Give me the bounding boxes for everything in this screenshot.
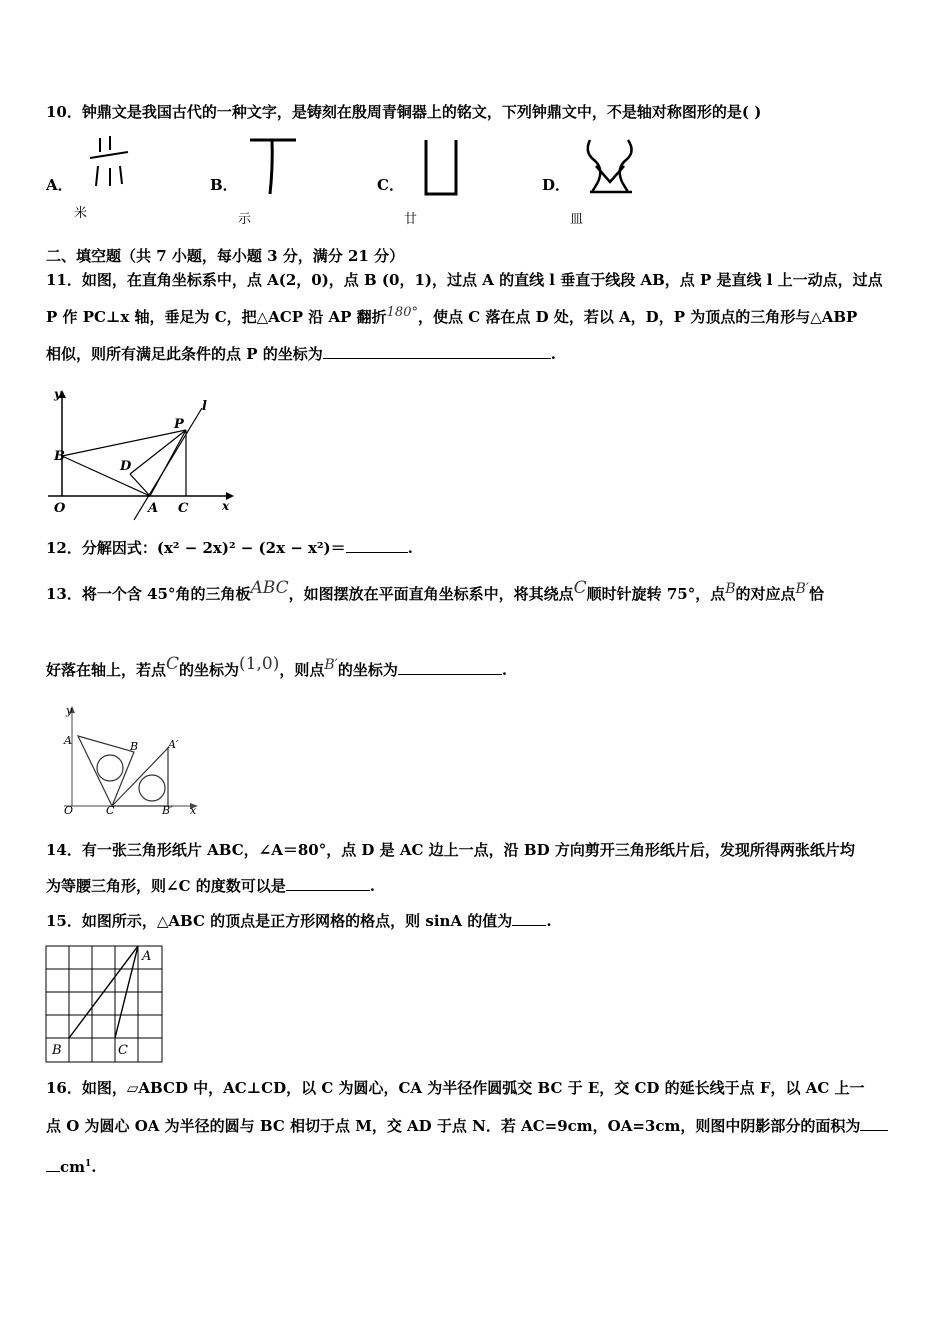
q13-fig-label-aprime: A′ [168, 738, 179, 751]
q15-end: . [546, 912, 552, 930]
q11-fig-label-o: O [54, 501, 66, 516]
q11-degree: 180° [386, 305, 418, 320]
q14-line2 [46, 876, 375, 896]
q16-answer-blank-part2[interactable] [46, 1157, 60, 1172]
q10-option-c-label[interactable]: C． [377, 176, 404, 194]
q15-line [46, 911, 552, 931]
glyph-a-image [88, 134, 132, 194]
q10-option-b-caption: 示 [238, 212, 252, 227]
q15-fig-label-b: B [52, 1043, 62, 1058]
q15-fig-label-a: A [142, 949, 152, 964]
section2-title: 二、填空题（共 7 小题，每小题 3 分，满分 21 分） [46, 247, 405, 265]
q13-fig-label-x: x [190, 804, 197, 816]
q16-line3-end: . [91, 1158, 97, 1176]
q11-line3 [46, 344, 556, 364]
q13-answer-blank[interactable] [398, 660, 502, 675]
q14-line1: 14．有一张三角形纸片 ABC，∠A＝80°，点 D 是 AC 边上一点，沿 BD 方向剪开三角形纸片后，发现所得两张纸片均 [46, 841, 855, 859]
q13-l2d: 的坐标为 [337, 661, 398, 679]
q16-line3 [46, 1154, 97, 1177]
q14-line2-text: 为等腰三角形，则∠C 的度数可以是 [46, 877, 286, 895]
q13-fig-label-o: O [64, 804, 74, 816]
q16-line1: 16．如图，▱ABCD 中，AC⊥CD，以 C 为圆心，CA 为半径作圆弧交 BC 于 E，交 CD 的延长线于点 F，以 AC 上一 [46, 1079, 865, 1097]
glyph-b-image [248, 136, 300, 198]
q13-math-abc: ABC [250, 578, 289, 598]
q13-fig-label-a: A [64, 734, 72, 747]
q10-option-b-label[interactable]: B． [210, 176, 238, 194]
q13-l2-end: . [501, 661, 508, 679]
q13-figure [58, 702, 208, 816]
glyph-d-image [582, 136, 638, 198]
q10-option-a-caption: 米 [74, 206, 88, 221]
q10-option-c-caption: 廿 [404, 212, 418, 227]
q12-text: 12．分解因式：(x² − 2x)² − (2x − x²)＝ [46, 539, 346, 557]
q11-figure [40, 384, 240, 524]
q11-line3-end: . [550, 345, 556, 363]
q15-fig-label-c: C [118, 1043, 128, 1058]
q13-p4: 的对应点 [735, 585, 796, 603]
q10-option-d-label[interactable]: D． [542, 176, 571, 194]
q13-fig-label-y: y [66, 704, 73, 717]
q13-l2a: 好落在轴上，若点 [46, 661, 167, 679]
q10-option-a-label[interactable]: A． [46, 176, 73, 194]
q11-line2b: ，使点 C 落在点 D 处，若以 A，D，P 为顶点的三角形与△ABP [417, 308, 858, 326]
q11-line3-text: 相似，则所有满足此条件的点 P 的坐标为 [46, 345, 323, 363]
q13-fig-label-bprime: B′ [162, 804, 173, 816]
q13-fig-label-b: B [130, 740, 139, 753]
q14-line2-end: . [369, 877, 375, 895]
q16-line2-text: 点 O 为圆心 OA 为半径的圆与 BC 相切于点 M，交 AD 于点 N．若 AC=9cm，OA=3cm，则图中阴影部分的面积为 [46, 1117, 861, 1135]
q12-line [46, 538, 413, 558]
q13-p1: 13．将一个含 45°角的三角板 [46, 585, 251, 603]
q13-l2c: ，则点 [279, 661, 325, 679]
q16-unit-sup: 1 [85, 1159, 92, 1169]
q13-p2: ，如图摆放在平面直角坐标系中，将其绕点 [288, 585, 574, 603]
q11-line1: 11．如图，在直角坐标系中，点 A(2，0)，点 B (0，1)，过点 A 的直线 l 垂直于线段 AB，点 P 是直线 l 上一动点，过点 [46, 271, 883, 289]
q11-fig-label-y: y [54, 387, 61, 401]
q11-fig-label-b: B [54, 449, 65, 464]
q12-end: . [407, 539, 413, 557]
q15-text: 15．如图所示，△ABC 的顶点是正方形网格的格点，则 sinA 的值为 [46, 912, 513, 930]
q13-math-c2: C [166, 654, 180, 674]
q13-fig-label-c: C [106, 804, 115, 816]
q11-fig-label-a: A [148, 501, 159, 516]
q11-line2a: P 作 PC⊥x 轴，垂足为 C，把△ACP 沿 AP 翻折 [46, 308, 387, 326]
q11-fig-label-x: x [222, 499, 230, 513]
q11-line2 [46, 307, 857, 329]
q10-stem: 10．钟鼎文是我国古代的一种文字，是铸刻在殷周青铜器上的铭文，下列钟鼎文中，不是轴对称图形的是( ) [46, 103, 762, 121]
q15-grid-figure [44, 944, 166, 1066]
q13-line1 [46, 578, 825, 605]
q16-unit: cm [60, 1158, 86, 1176]
q16-answer-blank-part1[interactable] [860, 1116, 888, 1131]
glyph-c-image [420, 138, 462, 200]
q14-answer-blank[interactable] [286, 876, 370, 891]
q11-fig-label-l: l [202, 399, 207, 414]
q13-math-bprime2: B′ [324, 657, 338, 673]
q13-math-bprime: B′ [795, 581, 809, 597]
q10-option-d-caption: 皿 [570, 212, 584, 227]
q13-math-c: C [573, 578, 587, 598]
q11-answer-blank[interactable] [323, 344, 551, 359]
q12-answer-blank[interactable] [346, 538, 408, 553]
q11-fig-label-d: D [120, 459, 132, 474]
q11-fig-label-c: C [178, 501, 189, 516]
q11-fig-label-p: P [174, 417, 184, 432]
q16-line2 [46, 1116, 888, 1136]
q13-l2b: 的坐标为 [179, 661, 240, 679]
q13-p5: 恰 [809, 585, 825, 603]
q13-line2 [46, 654, 508, 681]
q15-answer-blank[interactable] [512, 911, 546, 926]
q13-p3: 顺时针旋转 75°，点 [586, 585, 726, 603]
q13-math-coord: (1,0) [239, 654, 280, 674]
q13-math-b: B [725, 581, 736, 597]
